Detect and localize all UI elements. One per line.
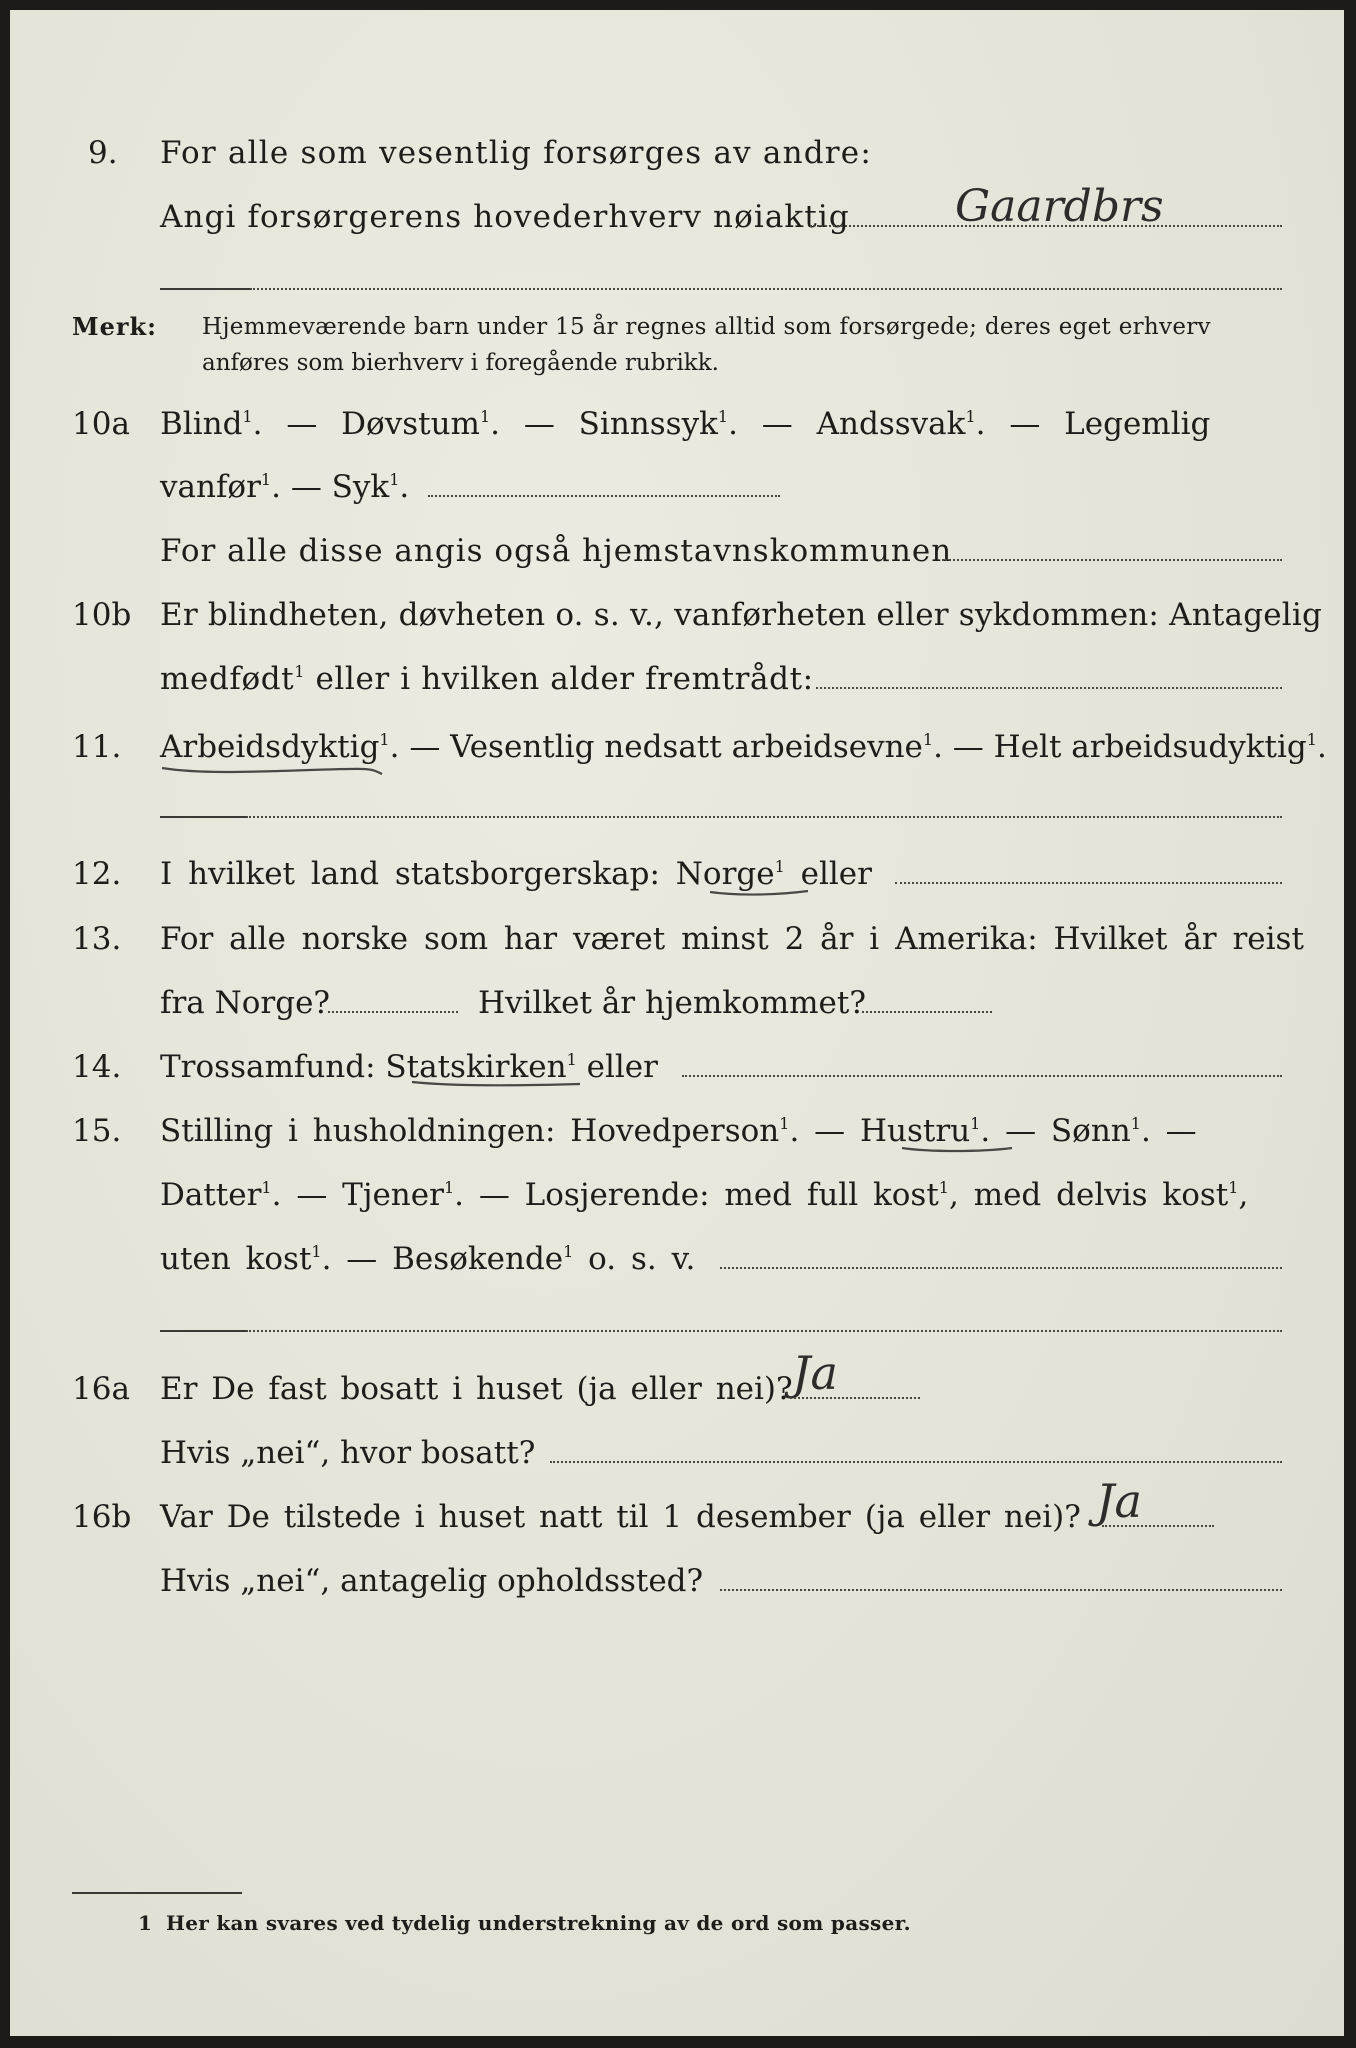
q10a-syk-line [428, 495, 780, 497]
q16b-number: 16b [72, 1499, 132, 1535]
q14-option-underlined: Statskirken [385, 1049, 567, 1085]
q10a-line3: For alle disse angis også hjemstavnskommunen [160, 533, 953, 569]
q15-option-underlined: Hustru [860, 1113, 971, 1149]
q16a-bosatt-line [550, 1461, 1282, 1463]
q15-number: 15. [72, 1113, 122, 1149]
footnote-rule [72, 1892, 242, 1894]
q10b-line1: Er blindheten, døvheten o. s. v., vanførheten eller sykdommen: Antagelig [160, 597, 1323, 633]
q12-answer-line [895, 882, 1282, 884]
q13-number: 13. [72, 921, 122, 957]
q15-answer-line [720, 1267, 1282, 1269]
q15-pencil-underline [900, 1142, 1030, 1162]
q11-line: Arbeidsdyktig$^1$. — Vesentlig nedsatt arbeidsevne$^1$. — Helt arbeidsudyktig$^1$. [160, 729, 1327, 765]
q16a-number: 16a [72, 1371, 130, 1407]
q9-number: 9. [88, 135, 118, 171]
q11-rule-short [160, 816, 246, 818]
q16b-line1: Var De tilstede i huset natt til 1 desember (ja eller nei)? [160, 1499, 1081, 1535]
q10b-answer-line [816, 687, 1282, 689]
q15-rule-dotted [246, 1330, 1282, 1332]
q16a-line1: Er De fast bosatt i huset (ja eller nei)? [160, 1371, 793, 1407]
q13-line2-b: Hvilket år hjemkommet? [478, 985, 866, 1021]
merk-line1: Hjemmeværende barn under 15 år regnes alltid som forsørgede; deres eget erhverv [202, 314, 1211, 340]
merk-line2: anføres som bierhverv i foregående rubrikk. [202, 350, 719, 376]
q15-rule-short [160, 1330, 246, 1332]
q15-line3: uten kost$^1$. — Besøkende$^1$ o. s. v. [160, 1241, 696, 1277]
q13-reist-line [328, 1011, 458, 1013]
q9-rule-dotted [250, 288, 1282, 290]
q12-pencil-underline [708, 884, 818, 900]
q13-line1: For alle norske som har været minst 2 år i Amerika: Hvilket år reist [160, 921, 1304, 957]
q16a-line2: Hvis „nei“, hvor bosatt? [160, 1435, 536, 1471]
q10b-number: 10b [72, 597, 132, 633]
merk-label: Merk: [72, 312, 157, 341]
q9-rule-short [160, 288, 250, 290]
q16b-answer-line [1102, 1525, 1214, 1527]
q12-line: I hvilket land statsborgerskap: Norge$^1$ eller [160, 856, 872, 892]
q14-pencil-underline [410, 1076, 590, 1096]
q13-hjemkommet-line [862, 1011, 992, 1013]
q9-line1: For alle som vesentlig forsørges av andre: [160, 135, 872, 171]
q15-line1: Stilling i husholdningen: Hovedperson$^1$. — Hustru$^1$. — Sønn$^1$. — [160, 1113, 1197, 1149]
q14-number: 14. [72, 1049, 122, 1085]
q10b-line2: medfødt$^1$ eller i hvilken alder fremtrådt: [160, 661, 814, 697]
q10a-number: 10a [72, 406, 130, 442]
q15-line2: Datter$^1$. — Tjener$^1$. — Losjerende: med full kost$^1$, med delvis kost$^1$, [160, 1177, 1249, 1213]
q16b-handwritten-answer: Ja [1096, 1474, 1142, 1528]
q14-answer-line [682, 1075, 1282, 1077]
q9-handwritten-answer: Gaardbrs [955, 181, 1164, 232]
q10a-line2: vanfør$^1$. — Syk$^1$. [160, 469, 410, 505]
q13-line2-a: fra Norge? [160, 985, 331, 1021]
q12-option-underlined: Norge [675, 856, 775, 892]
q12-number: 12. [72, 856, 122, 892]
q9-line2: Angi forsørgerens hovederhverv nøiaktig [160, 199, 850, 235]
q14-line: Trossamfund: Statskirken$^1$ eller [160, 1049, 658, 1085]
q11-option-underlined: Arbeidsdyktig [160, 729, 380, 765]
q10a-line1: Blind$^1$. — Døvstum$^1$. — Sinnssyk$^1$. — Andssvak$^1$. — Legemlig [160, 406, 1211, 442]
q16a-handwritten-answer: Ja [792, 1346, 838, 1400]
q16b-line2: Hvis „nei“, antagelig opholdssted? [160, 1563, 704, 1599]
q11-number: 11. [72, 729, 122, 765]
q16b-opholdssted-line [720, 1589, 1282, 1591]
q11-rule-dotted [246, 816, 1282, 818]
q10a-kommune-line [942, 559, 1282, 561]
census-form-page [10, 10, 1344, 2036]
footnote-text: Her kan svares ved tydelig understrekning av de ord som passer. [166, 1911, 911, 1935]
footnote-mark: 1 [138, 1911, 152, 1935]
q11-pencil-underline [160, 758, 390, 778]
q16a-answer-line [790, 1397, 920, 1399]
